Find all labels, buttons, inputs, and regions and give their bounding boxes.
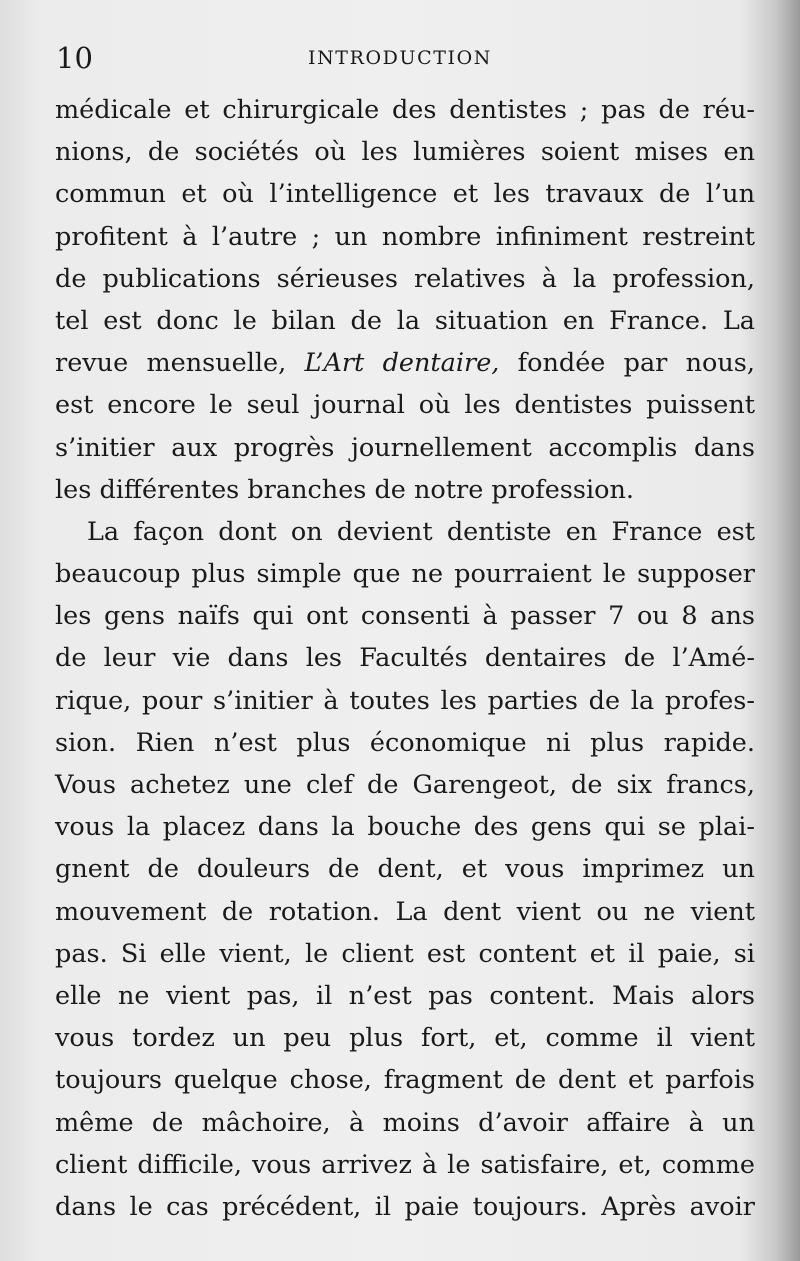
text-line: les gens naïfs qui ont consenti à passer 7 ou 8 ans [55,601,755,632]
text-line: médicale et chirurgicale des dentistes ; pas de réu- [55,95,755,125]
text-line: elle ne vient pas, il n’est pas content. Mais alors [55,980,755,1011]
text-line: profitent à l’autre ; un nombre infiniment restreint [55,221,755,252]
journal-title: L’Art dentaire, [304,348,500,379]
text-line: commun et où l’intelligence et les travaux de l’un [55,179,755,210]
text-line: nions, de sociétés où les lumières soient mises en [55,137,755,168]
text-line: les différentes branches de notre profession. [55,474,635,505]
text-segment: fondée par nous, [499,348,756,379]
paragraph-start-line: La façon dont on devient dentiste en France est [87,516,755,547]
text-line: même de mâchoire, à moins d’avoir affaire à un [55,1107,755,1138]
text-line: sion. Rien n’est plus économique ni plus rapide. [55,727,755,758]
text-line [55,342,755,384]
text-line: beaucoup plus simple que ne pourraient le supposer [55,559,755,590]
text-line: s’initier aux progrès journellement accomplis dans [55,432,755,463]
text-line: dans le cas précédent, il paie toujours. Après avoir [55,1191,755,1222]
text-line: rique, pour s’initier à toutes les parties de la profes- [55,685,755,716]
page-number: 10 [56,41,93,75]
text-segment: revue mensuelle, [55,348,305,379]
running-head-title: INTRODUCTION [307,47,493,69]
text-line: gnent de douleurs de dent, et vous imprimez un [55,854,755,885]
text-line: pas. Si elle vient, le client est content et il paie, si [55,938,755,969]
text-line: de publications sérieuses relatives à la profession, [55,263,755,294]
text-line: Vous achetez une clef de Garengeot, de six francs, [55,770,755,800]
text-line: toujours quelque chose, fragment de dent et parfois [55,1065,755,1096]
text-line: client difficile, vous arrivez à le satisfaire, et, comme [55,1149,755,1180]
text-line: tel est donc le bilan de la situation en France. La [55,305,755,336]
text-line: de leur vie dans les Facultés dentaires de l’Amé- [55,643,755,674]
text-line: mouvement de rotation. La dent vient ou ne vient [55,896,755,927]
running-head [0,38,800,78]
body-text [55,89,755,1228]
text-line: vous tordez un peu plus fort, et, comme il vient [55,1023,755,1054]
text-line: est encore le seul journal où les dentistes puissent [55,390,755,421]
text-line: vous la placez dans la bouche des gens qui se plai- [55,812,755,843]
